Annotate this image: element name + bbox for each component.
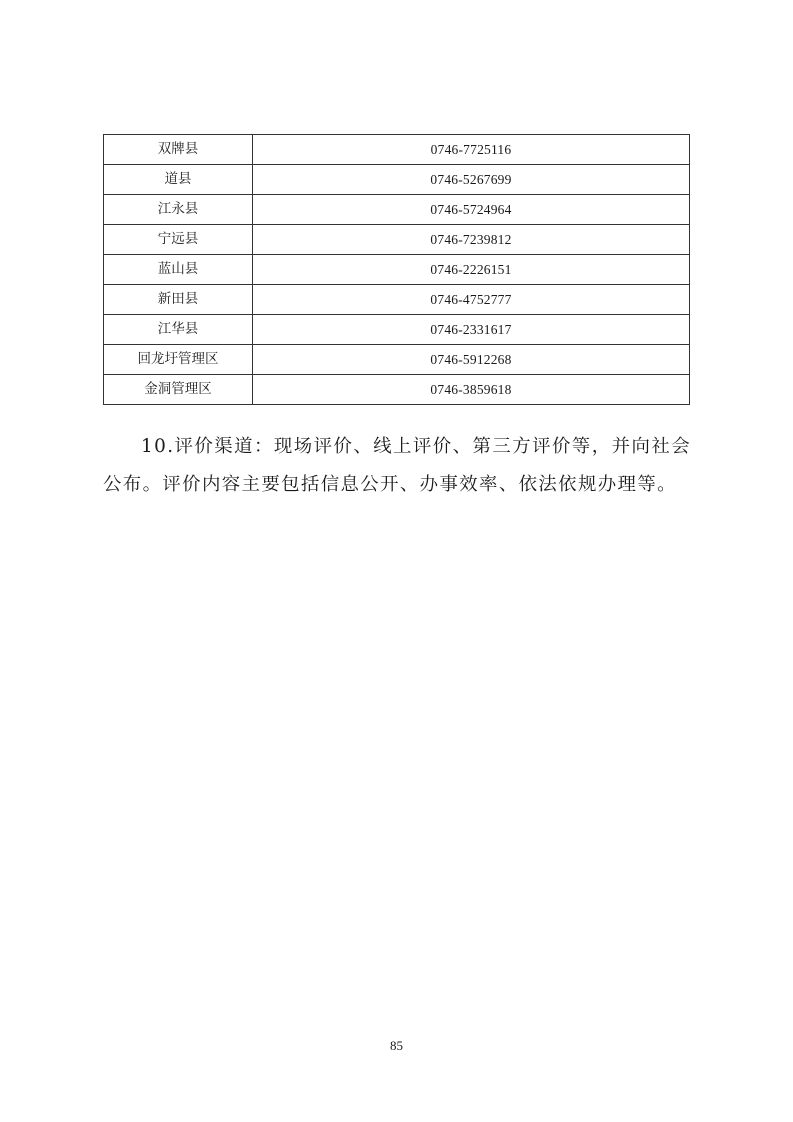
table-row [104,195,690,225]
county-name-cell: 金洞管理区 [104,375,253,405]
phone-number-cell: 0746-2226151 [253,255,690,285]
table-row [104,375,690,405]
phone-number-cell: 0746-5912268 [253,345,690,375]
table-row [104,135,690,165]
table-row [104,165,690,195]
phone-number-cell: 0746-7725116 [253,135,690,165]
county-name-cell: 蓝山县 [104,255,253,285]
phone-number-cell: 0746-5267699 [253,165,690,195]
evaluation-channel-paragraph: 10.评价渠道：现场评价、线上评价、第三方评价等，并向社会公布。评价内容主要包括信息公开、办事效率、依法依规办理等。 [103,436,691,495]
table-row [104,315,690,345]
county-name-cell: 江华县 [104,315,253,345]
contact-table-body [104,135,690,405]
phone-number-cell: 0746-3859618 [253,375,690,405]
phone-number-cell: 0746-7239812 [253,225,690,255]
page-number: 85 [390,1038,403,1053]
table-row [104,345,690,375]
phone-number-cell: 0746-5724964 [253,195,690,225]
county-name-cell: 道县 [104,165,253,195]
county-name-cell: 宁远县 [104,225,253,255]
table-row [104,285,690,315]
table-row [104,255,690,285]
county-name-cell: 江永县 [104,195,253,225]
county-name-cell: 回龙圩管理区 [104,345,253,375]
phone-number-cell: 0746-4752777 [253,285,690,315]
table-row [104,225,690,255]
phone-number-cell: 0746-2331617 [253,315,690,345]
contact-table [103,134,690,405]
county-name-cell: 新田县 [104,285,253,315]
county-name-cell: 双牌县 [104,135,253,165]
